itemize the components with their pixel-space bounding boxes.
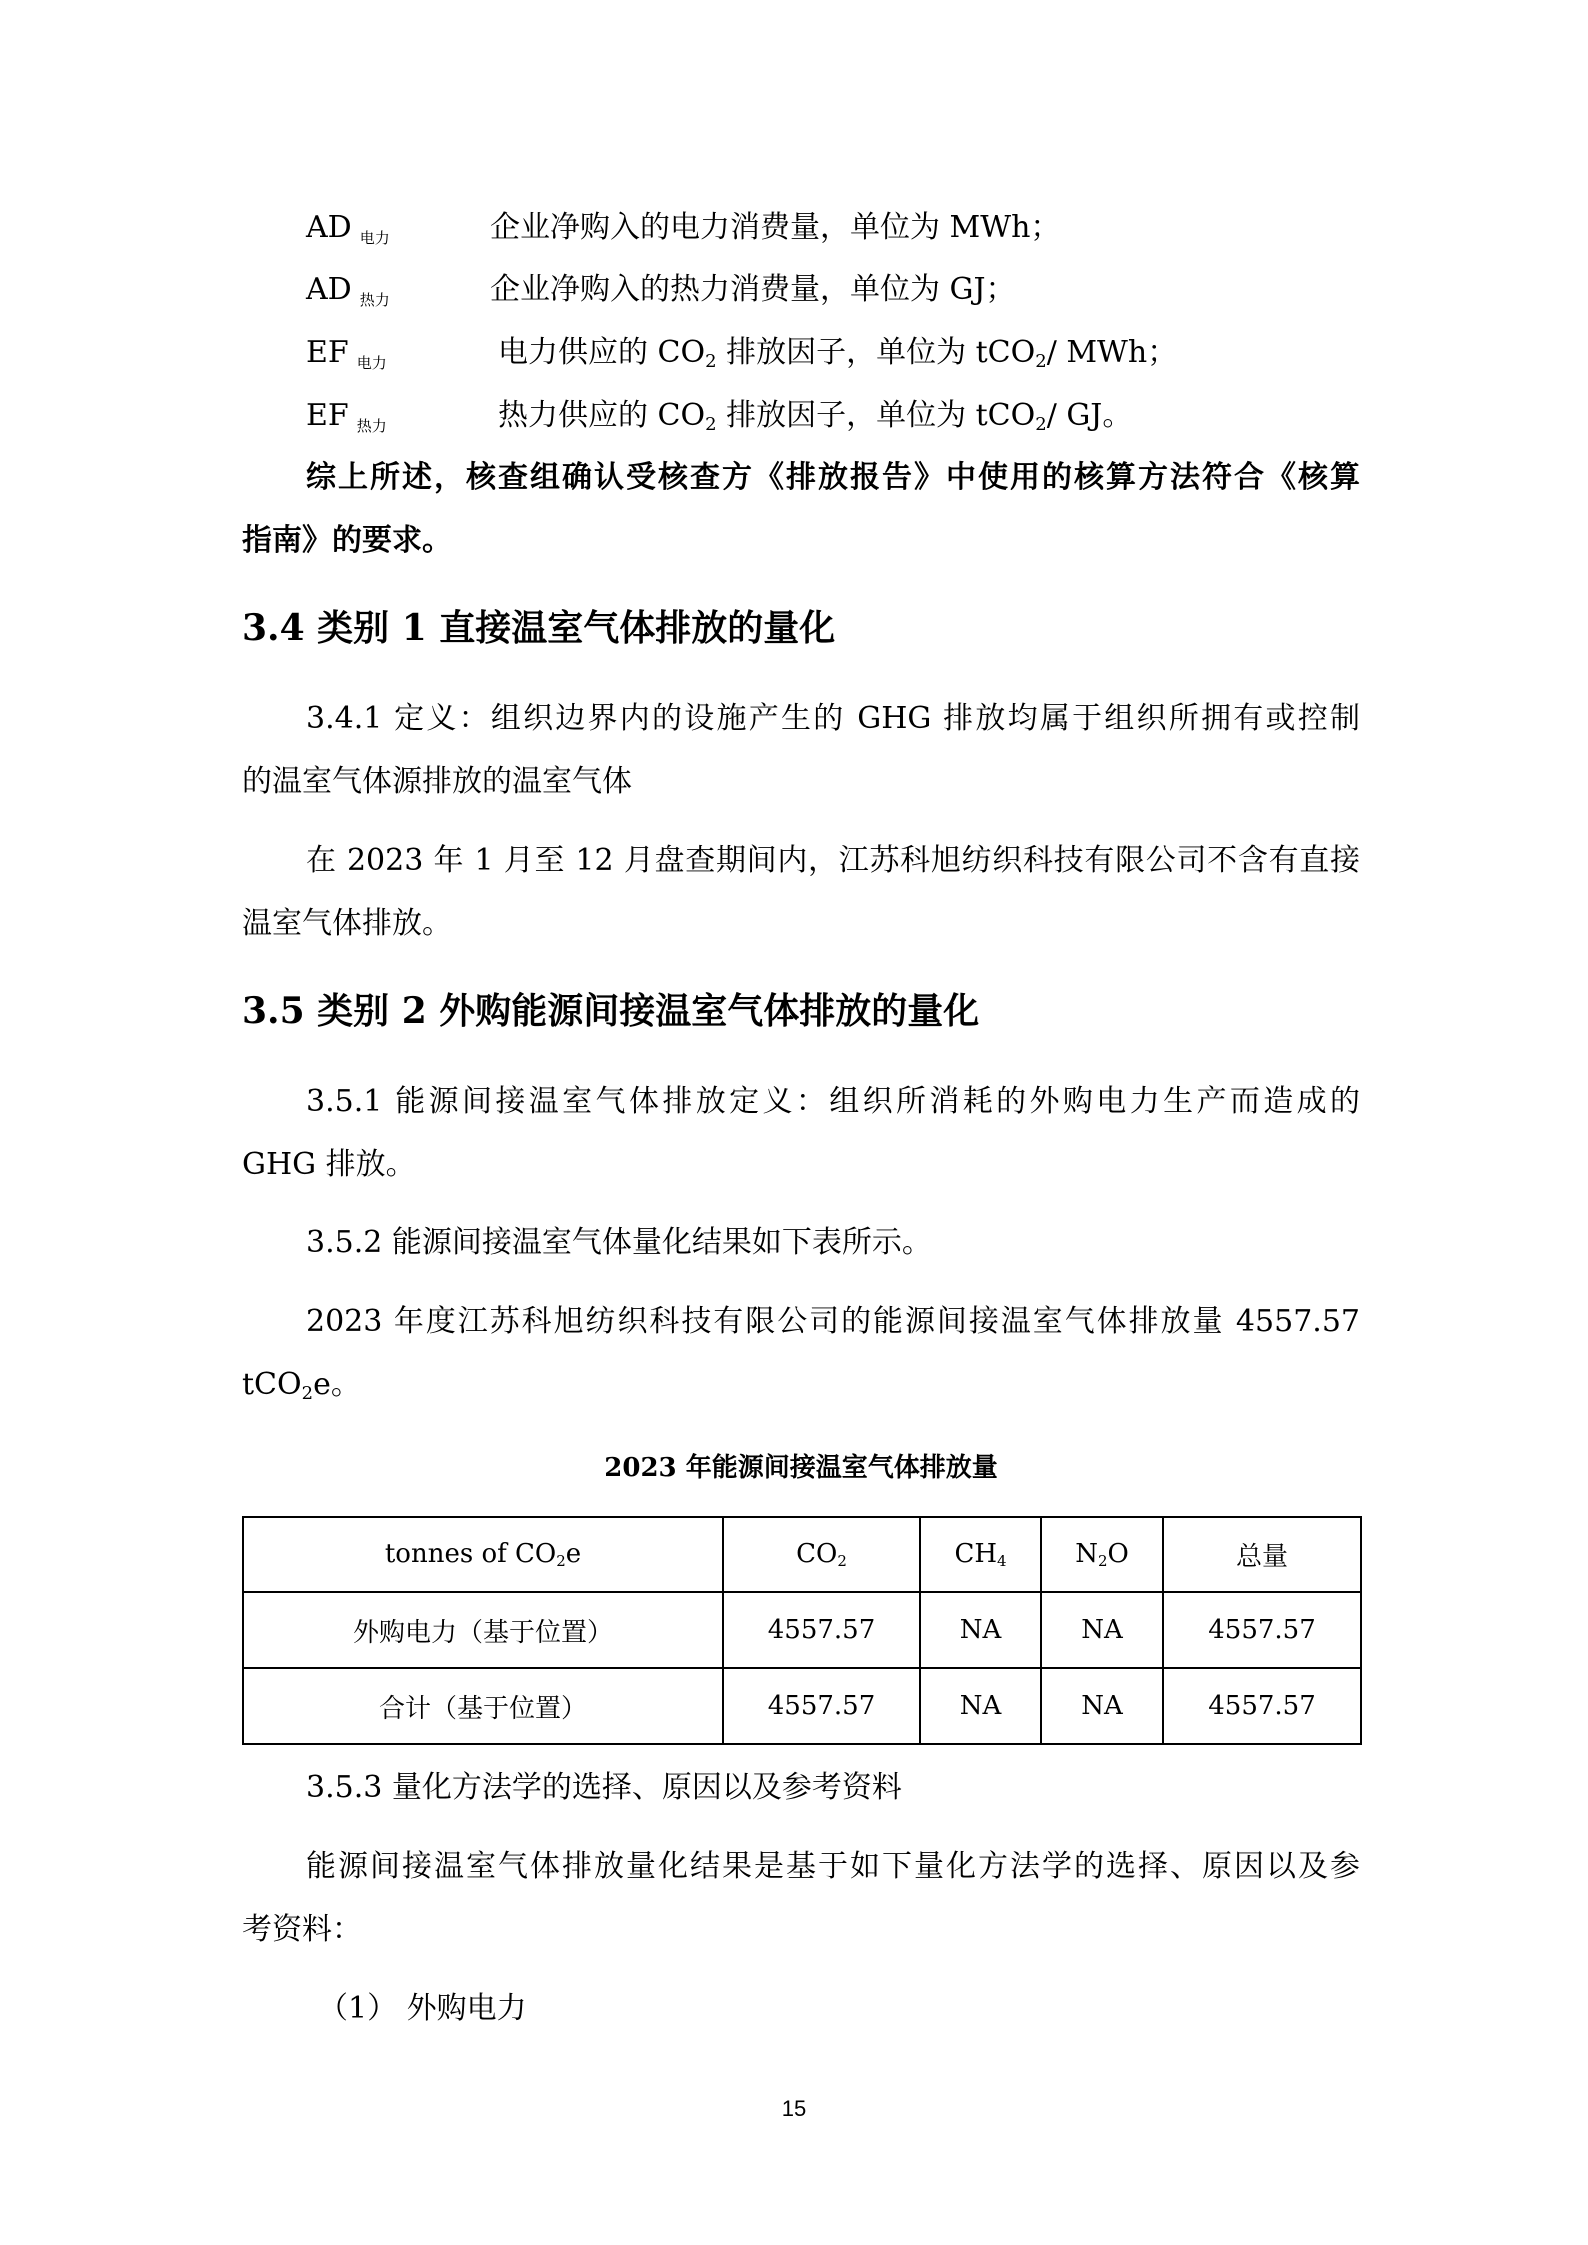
section-3-5-p4: 3.5.3 量化方法学的选择、原因以及参考资料 [306,1770,902,1805]
table-cell-n2o: NA [1041,1592,1163,1668]
table-cell-ch4: NA [920,1668,1041,1744]
table-cell-total: 4557.57 [1163,1592,1361,1668]
section-3-4-heading: 3.4 类别 1 直接温室气体排放的量化 [242,607,836,649]
table-cell-category: 外购电力（基于位置） [243,1592,723,1668]
emissions-table [242,1516,1362,1745]
table-cell-co2: 4557.57 [723,1668,920,1744]
table-header-total: 总量 [1163,1517,1361,1592]
table-cell-ch4: NA [920,1592,1041,1668]
section-3-4-p1-line-1: 3.4.1 定义：组织边界内的设施产生的 GHG 排放均属于组织所拥有或控制 [306,701,1360,736]
section-3-5-p5-line-1: 能源间接温室气体排放量化结果是基于如下量化方法学的选择、原因以及参 [306,1849,1360,1884]
table-cell-category: 合计（基于位置） [243,1668,723,1744]
def-ad-heat: 企业净购入的热力消费量，单位为 GJ； [490,272,1016,307]
section-3-5-p2: 3.5.2 能源间接温室气体量化结果如下表所示。 [306,1225,932,1260]
table-header-unit: tonnes of $CO_2e$ [243,1517,723,1592]
section-3-4-p2-line-2: 温室气体排放。 [242,906,452,941]
table-header-ch4: $CH_4$ [920,1517,1041,1592]
section-3-5-p5-line-2: 考资料： [242,1912,362,1947]
table-header-row [243,1517,1361,1592]
table-row [243,1592,1361,1668]
table-caption: 2023 年能源间接温室气体排放量 [604,1453,998,1483]
section-3-4-p1-line-2: 的温室气体源排放的温室气体 [242,764,632,799]
section-3-5-p1-line-2: GHG 排放。 [242,1147,416,1182]
page-number: 15 [781,2096,807,2121]
section-3-5-p6: （1） 外购电力 [318,1991,527,2026]
table-cell-co2: 4557.57 [723,1592,920,1668]
var-ef-heat: EF $_{热力}$ [306,398,387,435]
section-3-5-p1-line-1: 3.5.1 能源间接温室气体排放定义：组织所消耗的外购电力生产而造成的 [306,1084,1360,1119]
table-cell-total: 4557.57 [1163,1668,1361,1744]
section-3-5-p3-line-1: 2023 年度江苏科旭纺织科技有限公司的能源间接温室气体排放量 4557.57 [306,1304,1360,1339]
def-ad-electricity: 企业净购入的电力消费量，单位为 MWh； [490,210,1061,245]
var-ad-heat: AD $_{热力}$ [306,272,390,309]
conclusion-line-2: 指南》的要求。 [242,523,452,558]
section-3-5-p3-line-2: tCO$_2$e。 [242,1367,361,1404]
table-header-n2o: $N_2O$ [1041,1517,1163,1592]
var-ad-electricity: AD $_{电力}$ [306,210,390,247]
def-ef-electricity: 电力供应的 $CO_2$ 排放因子，单位为 tCO$_2$/ MWh； [498,335,1178,372]
var-ef-electricity: EF $_{电力}$ [306,335,387,372]
def-ef-heat: 热力供应的 $CO_2$ 排放因子，单位为 tCO$_2$/ GJ。 [498,398,1133,435]
table-header-co2: $CO_2$ [723,1517,920,1592]
table-cell-n2o: NA [1041,1668,1163,1744]
section-3-5-heading: 3.5 类别 2 外购能源间接温室气体排放的量化 [242,990,980,1032]
section-3-4-p2-line-1: 在 2023 年 1 月至 12 月盘查期间内，江苏科旭纺织科技有限公司不含有直接 [306,843,1360,878]
table-row [243,1668,1361,1744]
conclusion-line-1: 综上所述，核查组确认受核查方《排放报告》中使用的核算方法符合《核算 [306,460,1360,495]
